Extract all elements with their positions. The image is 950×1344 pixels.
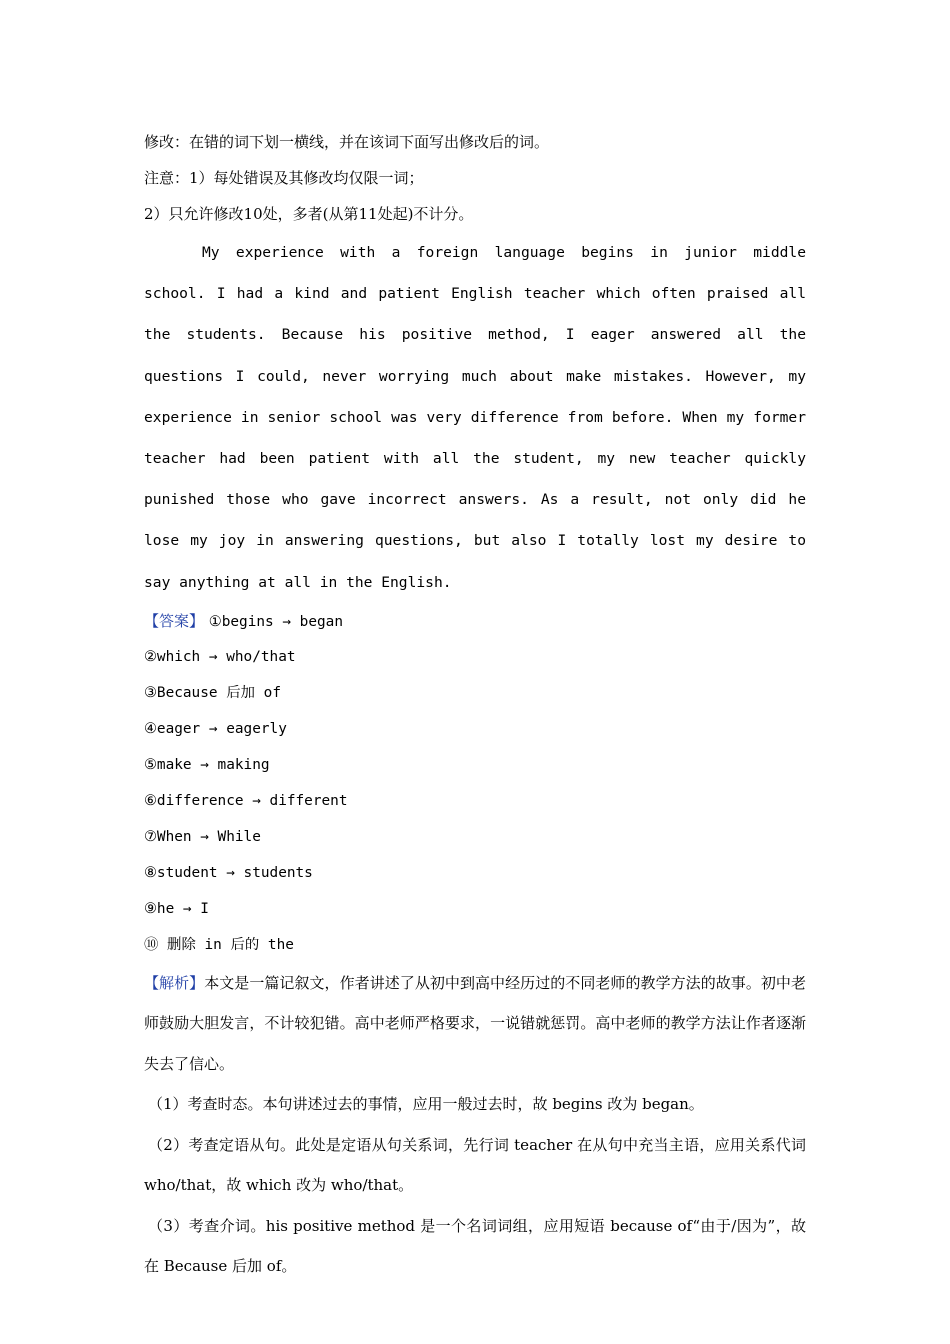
answer-item-2: ②which → who/that (144, 648, 296, 665)
answer-item-6: ⑥difference → different (144, 792, 348, 809)
analysis-point-3: （3）考查介词。his positive method 是一个名词词组，应用短语 because of“由于/因为”，故在 Because 后加 of。 (144, 1216, 806, 1276)
answer-item-8: ⑧student → students (144, 864, 313, 881)
answer-item-3: ③Because 后加 of (144, 684, 281, 701)
answer-item-7: ⑦When → While (144, 828, 261, 845)
document-page (144, 124, 806, 1287)
analysis-summary-text: 本文是一篇记叙文，作者讲述了从初中到高中经历过的不同老师的教学方法的故事。初中老师鼓励大胆发言，不计较犯错。高中老师严格要求，一说错就惩罚。高中老师的教学方法让作者逐渐失去了信心。 (144, 973, 806, 1073)
analysis-point-2: （2）考查定语从句。此处是定语从句关系词，先行词 teacher 在从句中充当主语，应用关系代词 who/that，故 which 改为 who/that。 (144, 1135, 806, 1195)
analysis-point-1: （1）考查时态。本句讲述过去的事情，应用一般过去时，故 begins 改为 began。 (148, 1095, 704, 1114)
answer-item-9: ⑨he → I (144, 900, 209, 917)
instruction-line-1: 修改：在错的词下划一横线，并在该词下面写出修改后的词。 (144, 133, 550, 151)
analysis-tag: 【解析】 (144, 973, 205, 992)
instruction-line-2: 注意：1）每处错误及其修改均仅限一词； (144, 169, 424, 187)
instruction-line-3: 2）只允许修改10处，多者(从第11处起)不计分。 (144, 205, 474, 223)
answer-item-1 (144, 603, 806, 639)
answer-item-5: ⑤make → making (144, 756, 270, 773)
answer-item-4: ④eager → eagerly (144, 720, 287, 737)
answer-item-10: ⑩ 删除 in 后的 the (144, 936, 294, 953)
answer-text-1: ①begins → began (208, 613, 343, 630)
analysis-summary (144, 963, 806, 1085)
passage-text: My experience with a foreign language begins in junior middle school. I had a kind and patient English teacher which often praised all the students. Because his positive method, I eager answered all the questions I could, never worrying much about make mistakes. However, my experience in senior school was very difference from before. When my former teacher had been patient with all the student, my new teacher quickly punished those who gave incorrect answers. As a result, not only did he lose my joy in answering questions, but also I totally lost my desire to say anything at all in the English. (144, 244, 806, 591)
answer-tag: 【答案】 (144, 611, 205, 630)
